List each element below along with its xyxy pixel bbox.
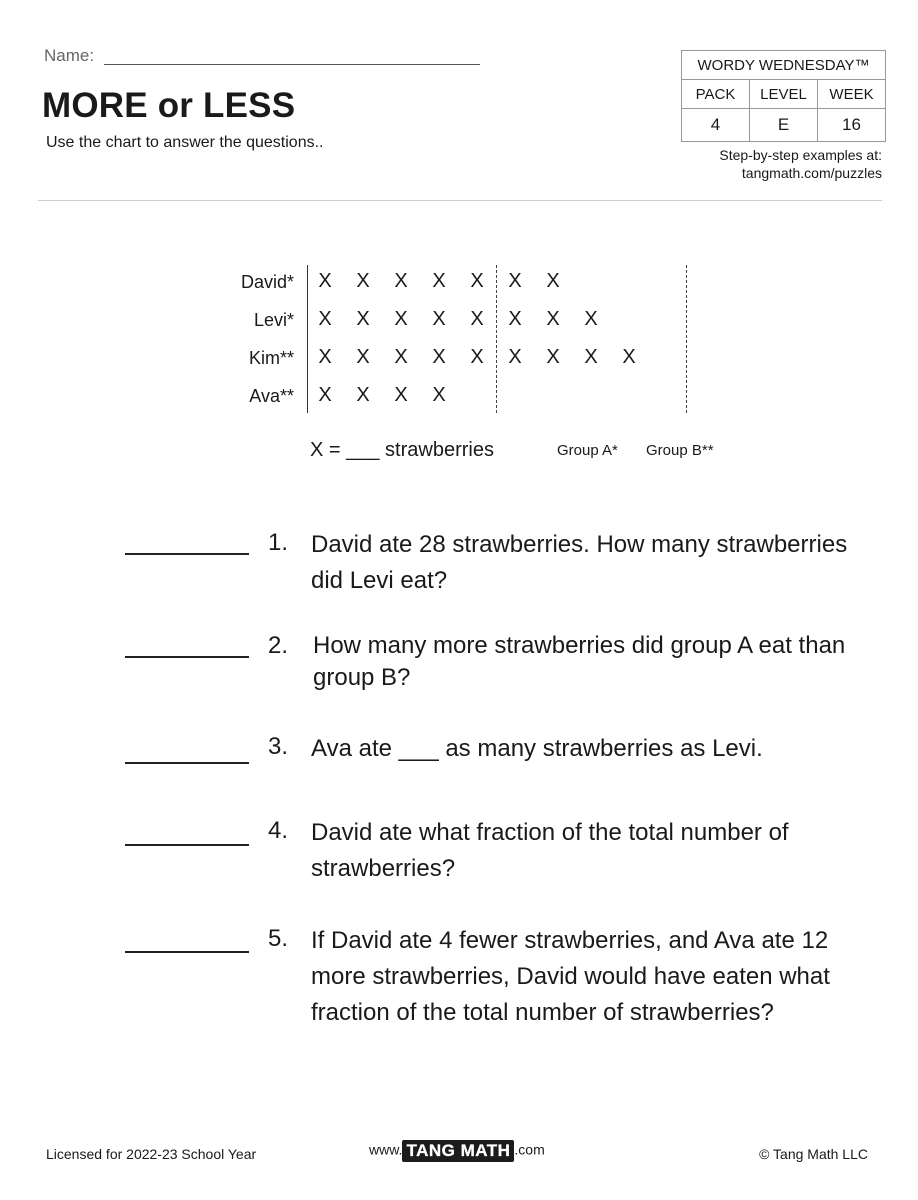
chart-x-mark: X [432,384,446,406]
name-label: Name: [44,46,95,65]
chart-x-mark: X [394,384,408,406]
tangmath-logo: TANG MATH [402,1140,514,1162]
question-text: Ava ate ___ as many strawberries as Levi. [311,735,763,762]
chart-row-label: Levi* [253,310,294,330]
chart-x-mark: X [318,308,332,330]
chart-x-mark: X [318,346,332,368]
chart-x-mark: X [470,308,484,330]
answer-blank[interactable] [125,656,249,658]
chart-x-mark: X [508,270,522,292]
chart-x-mark: X [622,346,636,368]
answer-blank[interactable] [125,844,249,846]
chart-x-mark: X [508,346,522,368]
info-table [681,50,886,142]
chart-axis [307,265,308,413]
pack-value: 4 [682,109,750,142]
question-text: David ate 28 strawberries. How many strawberries did Levi eat? [311,531,848,594]
name-input-line[interactable] [104,64,480,65]
col-pack: PACK [682,80,750,109]
chart-x-mark: X [546,308,560,330]
week-value: 16 [818,109,886,142]
question-text: David ate what fraction of the total number of strawberries? [311,819,789,882]
chart-x-mark: X [584,308,598,330]
col-level: LEVEL [750,80,818,109]
chart-x-mark: X [546,346,560,368]
question-text: How many more strawberries did group A eat than group B? [313,632,846,691]
chart-x-mark: X [318,384,332,406]
chart-x-mark: X [546,270,560,292]
question-number: 5. [268,925,289,952]
answer-blank[interactable] [125,951,249,953]
col-week: WEEK [818,80,886,109]
answer-blank[interactable] [125,553,249,555]
chart-x-mark: X [394,346,408,368]
question-number: 2. [268,632,289,659]
question-number: 4. [268,817,289,844]
examples-note [719,146,882,182]
page-subtitle: Use the chart to answer the questions.. [46,134,324,151]
chart-x-mark: X [356,346,370,368]
question-number: 1. [268,529,289,556]
info-table-title: WORDY WEDNESDAY™ [682,51,886,80]
chart-x-mark: X [432,308,446,330]
chart-x-mark: X [356,384,370,406]
question-number: 3. [268,733,289,760]
dashed-divider-1 [496,265,497,413]
url-suffix: .com [514,1141,545,1158]
chart-x-mark: X [318,270,332,292]
copyright-text: © Tang Math LLC [759,1146,868,1162]
chart-row-label: Ava** [249,386,294,406]
chart-x-mark: X [470,346,484,368]
license-text: Licensed for 2022-23 School Year [46,1146,257,1162]
header-divider [38,200,882,201]
question-text: If David ate 4 fewer strawberries, and Ava ate 12 more strawberries, David would have eaten what fraction of the total number of strawberries? [311,927,830,1026]
answer-blank[interactable] [125,762,249,764]
chart-x-mark: X [432,346,446,368]
chart-x-mark: X [356,308,370,330]
chart-x-mark: X [394,308,408,330]
url-prefix: www. [369,1141,403,1158]
chart-x-mark: X [394,270,408,292]
chart-x-mark: X [356,270,370,292]
group-b-label: Group B** [646,442,714,459]
group-a-label: Group A* [557,442,618,459]
examples-link[interactable]: tangmath.com/puzzles [741,165,882,181]
examples-line-1: Step-by-step examples at: [719,147,882,163]
chart-row-label: David* [240,272,294,292]
chart-row-label: Kim** [248,348,294,368]
page-title: MORE or LESS [42,86,296,125]
chart-x-mark: X [432,270,446,292]
dashed-divider-2 [686,265,687,413]
level-value: E [750,109,818,142]
chart-x-mark: X [470,270,484,292]
chart-x-mark: X [508,308,522,330]
chart-x-mark: X [584,346,598,368]
chart-key: X = ___ strawberries [310,439,494,461]
tangmath-url[interactable] [369,1140,545,1162]
